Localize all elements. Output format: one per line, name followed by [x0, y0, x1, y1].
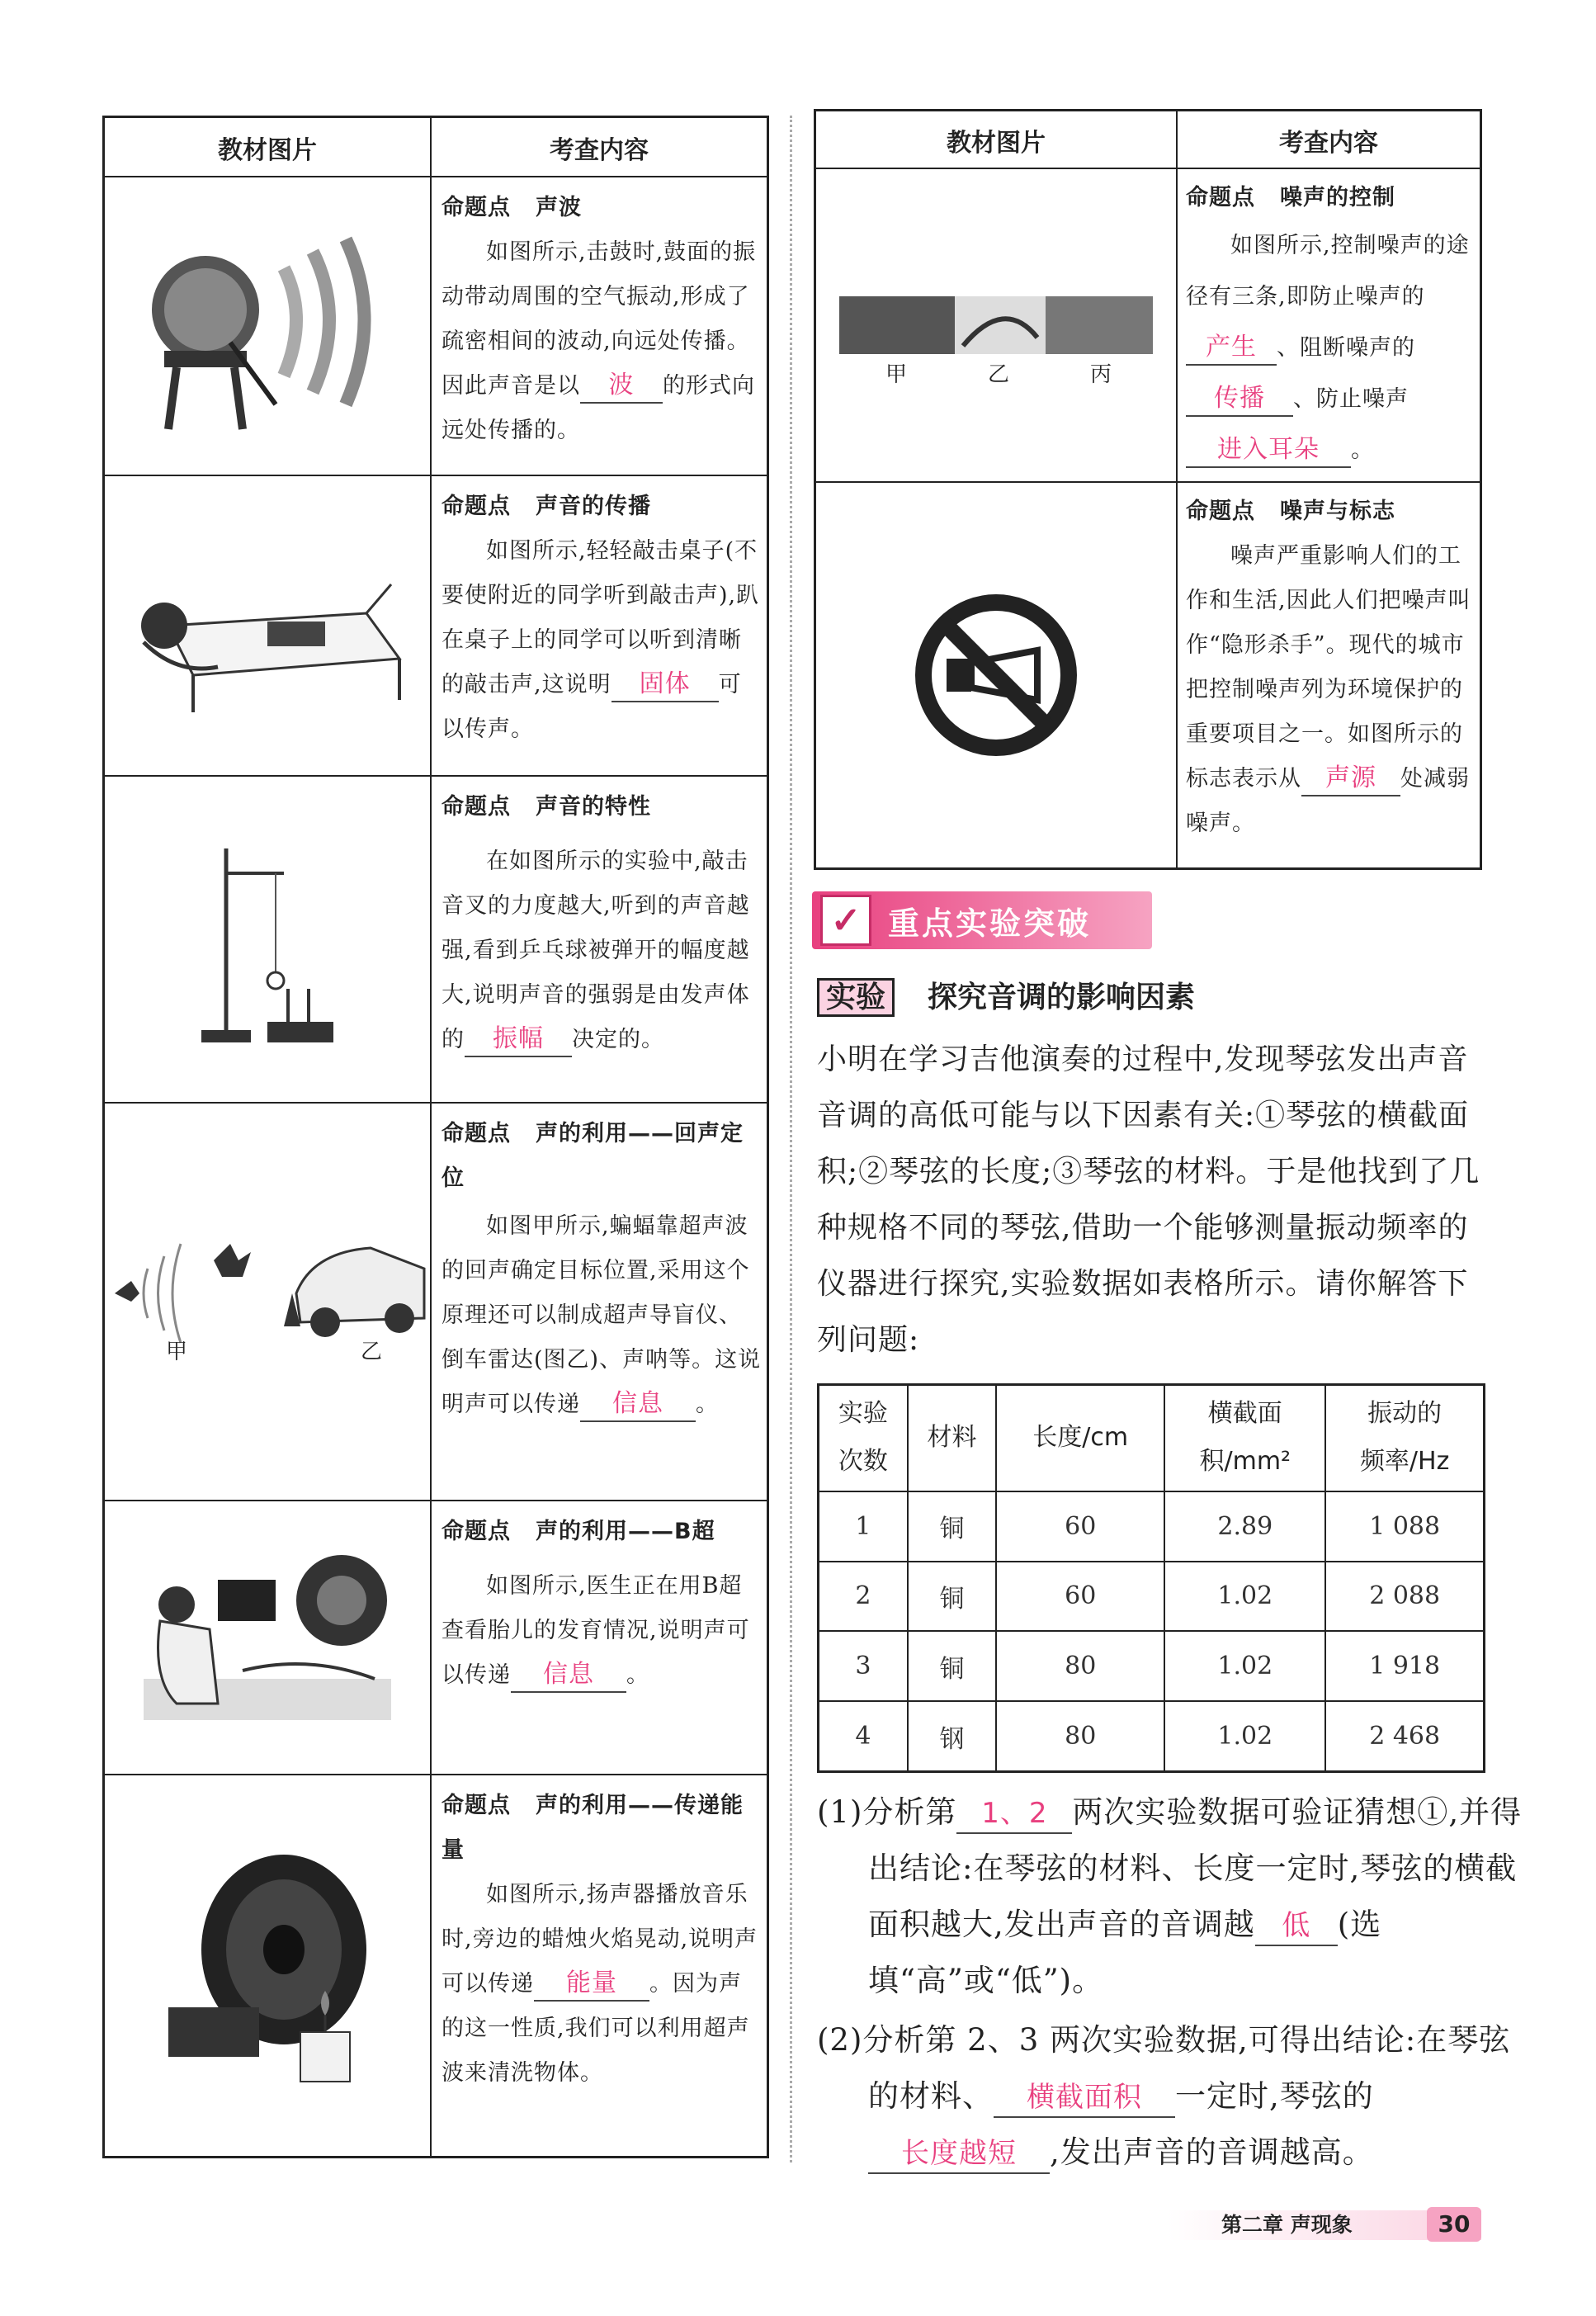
col-length: 长度/cm [996, 1385, 1164, 1491]
chapter-label: 第二章 声现象 [1221, 2213, 1353, 2237]
col-area: 横截面 积/mm² [1164, 1385, 1325, 1491]
topic-title: 命题点 声波 [441, 195, 582, 220]
experiment-heading [817, 974, 1195, 1016]
answer-blank[interactable]: 振幅 [465, 1023, 572, 1057]
noise-control-image: 甲 乙 丙 [816, 169, 1176, 481]
table-row: 命题点 声的利用——传递能量 如图所示,扬声器播放音乐时,旁边的蜡烛火焰晃动,说明声可以传递 能量 。因为声的这一性质,我们可以利用超声波来清洗物体。 [105, 1775, 767, 2156]
tuning-fork-image [105, 777, 430, 1102]
right-table [814, 109, 1482, 870]
table-row: 命题点 噪声与标志 噪声严重影响人们的工作和生活,因此人们把噪声叫作“隐形杀手”。现代的城市把控制噪声列为环境保护的重要项目之一。如图所示的标志表示从 声源 处减弱噪声。 [816, 483, 1480, 867]
answer-blank[interactable]: 横截面积 [994, 2078, 1175, 2118]
answer-blank[interactable]: 波 [580, 369, 663, 404]
experiment-intro: 小明在学习吉他演奏的过程中,发现琴弦发出声音音调的高低可能与以下因素有关:①琴弦的横截面积;②琴弦的长度;③琴弦的材料。于是他找到了几种规格不同的琴弦,借助一个能够测量振动频率的仪器进行探究,实验数据如表格所示。请你解答下列问题: [817, 1042, 1480, 1357]
section-banner: ✓ 重点实验突破 [812, 891, 1152, 949]
answer-blank[interactable]: 信息 [511, 1658, 626, 1693]
answer-blank[interactable]: 1、2 [956, 1794, 1072, 1834]
table-row: 甲 乙 命题点 声的利用——回声定位 如图甲所示,蝙蝠靠超声波的回声确定目标位置,采用这个原理还可以制成超声导盲仪、倒车雷达(图乙)、声呐等。这说明声可以传递 信息 。 [105, 1104, 767, 1501]
speaker-candle-image [105, 1775, 430, 2156]
answer-blank[interactable]: 传播 [1186, 382, 1293, 417]
left-table-header [105, 118, 767, 177]
table-row: 命题点 声音的特性 在如图所示的实验中,敲击音叉的力度越大,听到的声音越强,看到乒乓球被弹开的幅度越大,说明声音的强弱是由发声体的 振幅 决定的。 [105, 777, 767, 1104]
table-row: 甲 乙 丙 命题点 噪声的控制 如图所示,控制噪声的途径有三条,即防止噪声的产生 、阻断噪声的传播 、防止噪声进入耳朵 。 [816, 169, 1480, 483]
answer-blank[interactable]: 能量 [534, 1967, 649, 2002]
table-row: 命题点 声的利用——B超 如图所示,医生正在用B超查看胎儿的发育情况,说明声可以传递 信息 。 [105, 1501, 767, 1775]
table-row: 命题点 声音的传播 如图所示,轻轻敲击桌子(不要使附近的同学听到敲击声),趴在桌子上的同学可以听到清晰的敲击声,这说明 固体 可以传声。 [105, 476, 767, 777]
col-header-image: 教材图片 [218, 136, 317, 165]
experiment-tag: 实验 [817, 978, 895, 1017]
left-table [102, 116, 769, 2158]
checkmark-icon: ✓ [820, 895, 871, 946]
no-horn-sign-icon [816, 483, 1176, 867]
answer-blank[interactable]: 产生 [1186, 331, 1277, 366]
right-table-header: 教材图片 考查内容 [816, 111, 1480, 169]
col-trial: 实验 次数 [819, 1385, 908, 1491]
col-material: 材料 [908, 1385, 996, 1491]
page-footer [1168, 2210, 1481, 2240]
question-1: (1)分析第 1、2 两次实验数据可验证猜想①,并得出结论:在琴弦的材料、长度一定时,琴弦的横截面积越大,发出声音的音调越 低 (选填“高”或“低”)。 [817, 1794, 1523, 1998]
answer-blank[interactable]: 信息 [580, 1387, 696, 1422]
answer-blank[interactable]: 进入耳朵 [1186, 433, 1351, 468]
answer-blank[interactable]: 声源 [1301, 762, 1400, 796]
data-table [817, 1383, 1485, 1773]
ultrasound-image [105, 1501, 430, 1774]
table-row: 2 铜 60 1.02 2 088 [819, 1562, 1485, 1632]
experiment-title: 探究音调的影响因素 [928, 981, 1196, 1014]
desk-knock-image [105, 476, 430, 775]
table-row: 1 铜 60 2.89 1 088 [819, 1491, 1485, 1562]
echolocation-image: 甲 乙 [105, 1104, 430, 1500]
table-row: 3 铜 80 1.02 1 918 [819, 1631, 1485, 1701]
question-2: (2)分析第 2、3 两次实验数据,可得出结论:在琴弦的材料、 横截面积 一定时,琴弦的长度越短 ,发出声音的音调越高。 [817, 2012, 1537, 2181]
col-frequency: 振动的 频率/Hz [1325, 1385, 1484, 1491]
table-row: 命题点 声波 如图所示,击鼓时,鼓面的振动带动周围的空气振动,形成了疏密相间的波动,向远处传播。因此声音是以 波 的形式向远处传播的。 [105, 177, 767, 476]
column-divider [790, 116, 792, 2162]
answer-blank[interactable]: 长度越短 [868, 2134, 1050, 2174]
table-row: 4 钢 80 1.02 2 468 [819, 1701, 1485, 1771]
col-header-content: 考查内容 [550, 136, 649, 165]
drum-image [105, 177, 430, 475]
answer-blank[interactable]: 固体 [611, 668, 719, 702]
answer-blank[interactable]: 低 [1255, 1907, 1338, 1946]
page-number: 30 [1427, 2207, 1481, 2242]
